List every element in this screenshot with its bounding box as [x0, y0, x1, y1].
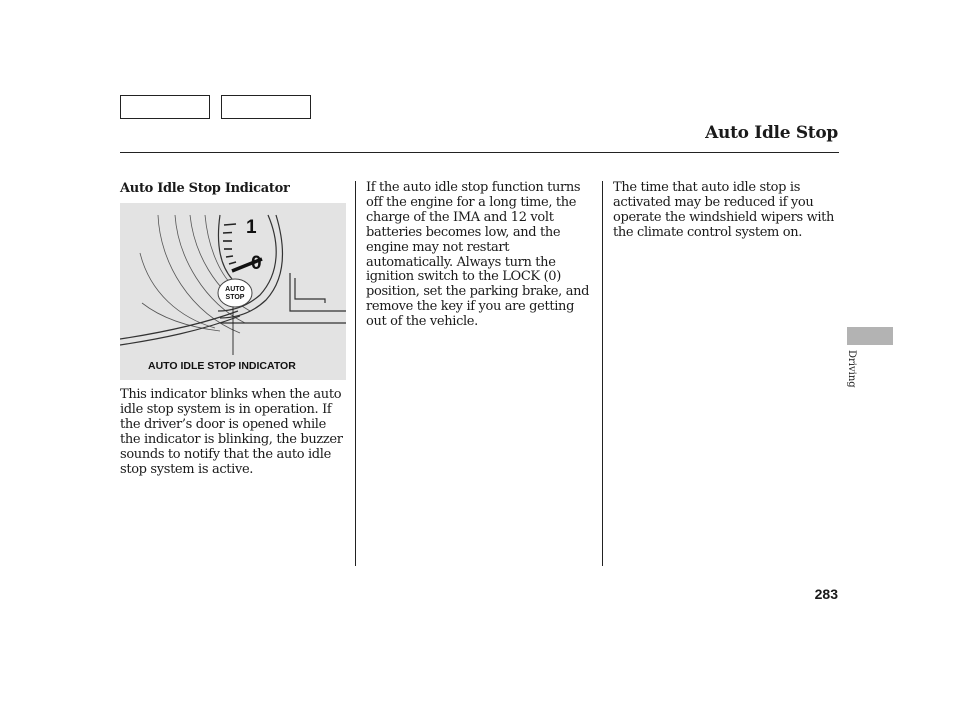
auto-stop-indicator-lamp — [218, 279, 252, 307]
gauge-mark-low: 0 — [251, 253, 262, 274]
column-3-text: The time that auto idle stop is activated may be reduced if you operate the windshield wipers with the climate control system on. — [613, 180, 835, 240]
section-side-label — [845, 350, 865, 400]
section-tab[interactable] — [847, 327, 893, 345]
page-title: Auto Idle Stop — [705, 123, 838, 143]
column-divider — [355, 181, 356, 566]
indicator-label-line2: STOP — [225, 294, 245, 301]
indicator-label-line1: AUTO — [225, 286, 245, 293]
gauge-mark-high: 1 — [246, 217, 257, 238]
section-heading: Auto Idle Stop Indicator — [120, 181, 290, 196]
section-side-label-text: Driving — [846, 350, 857, 388]
page-number: 283 — [814, 586, 838, 602]
indicator-illustration — [120, 203, 346, 380]
nav-button-index[interactable] — [221, 95, 311, 119]
column-divider — [602, 181, 603, 566]
column-1-text: This indicator blinks when the auto idle stop system is in operation. If the driver’s door is opened while the indicator is blinking, the buzzer sounds to notify that the auto idle stop system is active. — [120, 387, 343, 477]
nav-button-contents[interactable] — [120, 95, 210, 119]
column-2-text: If the auto idle stop function turns off the engine for a long time, the charge of the IMA and 12 volt batteries becomes low, and the engine may not restart automatically. Always turn the ignition switch to the LOCK (0) position, set the parking brake, and remove the key if you are getting out of the vehicle. — [366, 180, 590, 330]
figure-caption: AUTO IDLE STOP INDICATOR — [148, 360, 296, 372]
gauge-drawing — [120, 203, 346, 380]
header-rule — [120, 152, 839, 153]
